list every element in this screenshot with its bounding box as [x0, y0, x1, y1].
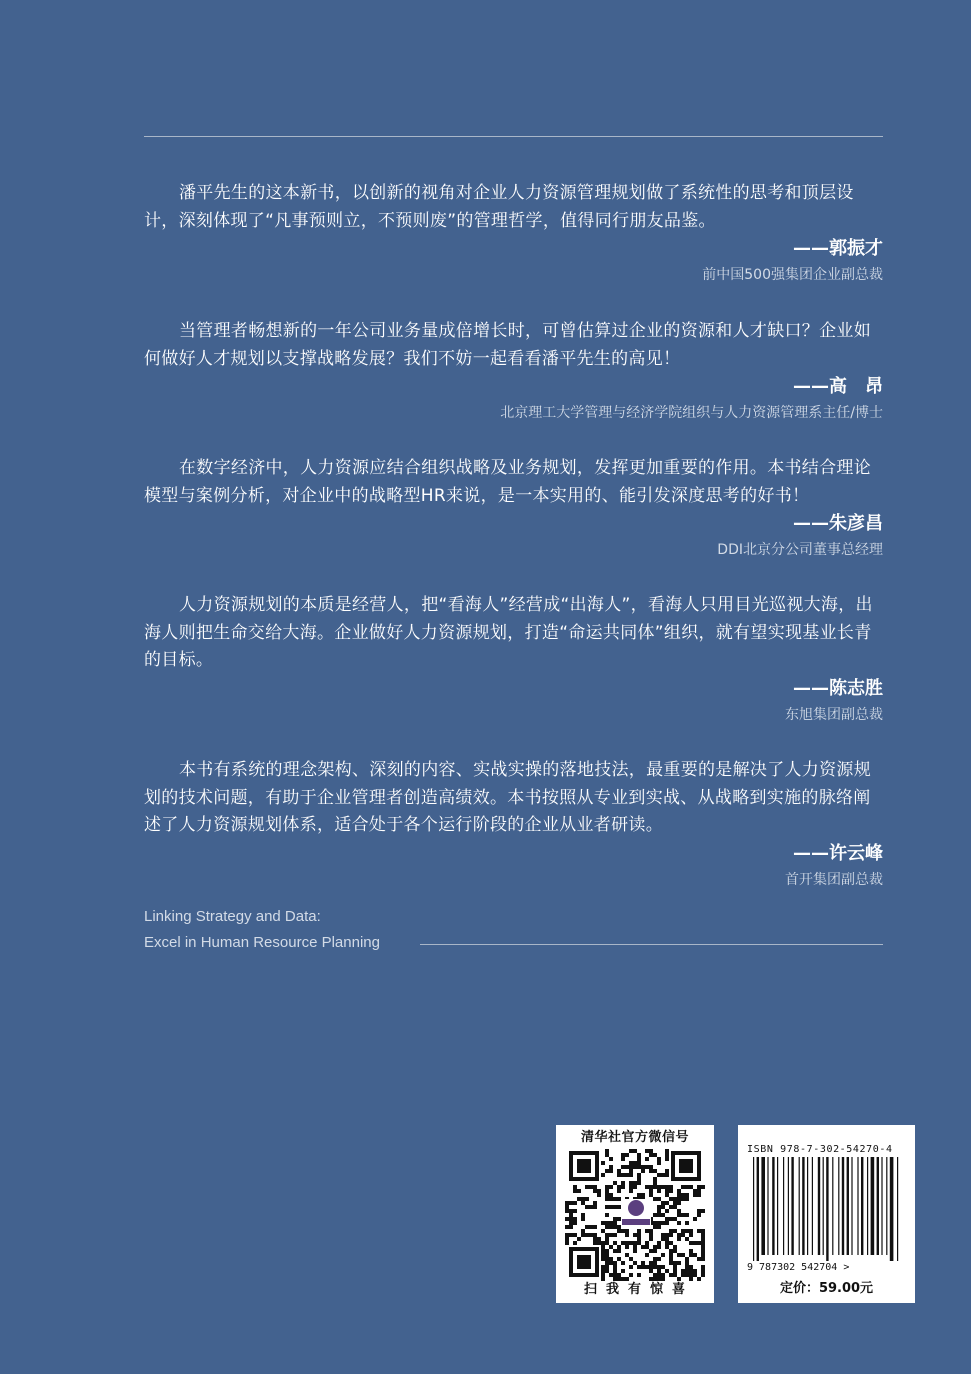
barcode-digits: 9 787302 542704 > [747, 1262, 850, 1273]
wechat-qr-panel [556, 1125, 714, 1303]
endorsement-3 [144, 455, 883, 561]
endorsement-5 [144, 757, 883, 891]
price-label: 定价：59.00元 [779, 1281, 874, 1296]
barcode-icon [747, 1157, 907, 1273]
endorsement-title: DDI北京分公司董事总经理 [717, 542, 883, 558]
qr-header: 清华社官方微信号 [580, 1130, 689, 1145]
isbn-number: ISBN 978-7-302-54270-4 [747, 1144, 893, 1155]
endorsement-text: 当管理者畅想新的一年公司业务量成倍增长时，可曾估算过企业的资源和人才缺口？企业如何做好人才规划以支撑战略发展？我们不妨一起看看潘平先生的高见！ [144, 321, 871, 369]
endorsement-author: ——陈志胜 [793, 677, 883, 699]
endorsement-title: 前中国500强集团企业副总裁 [702, 267, 883, 283]
endorsement-title: 北京理工大学管理与经济学院组织与人力资源管理系主任/博士 [500, 405, 883, 421]
endorsement-author: ——郭振才 [793, 238, 883, 259]
endorsement-text: 在数字经济中，人力资源应结合组织战略及业务规划，发挥更加重要的作用。本书结合理论模型与案例分析，对企业中的战略型HR来说，是一本实用的、能引发深度思考的好书！ [144, 458, 871, 506]
endorsement-text: 本书有系统的理念架构、深刻的内容、实战实操的落地技法，最重要的是解决了人力资源规划的技术问题，有助于企业管理者创造高绩效。本书按照从专业到实战、从战略到实施的脉络阐述了人力资源规划体系，适合处于各个运行阶段的企业从业者研读。 [144, 760, 871, 835]
bottom-divider [420, 944, 883, 945]
endorsement-1 [144, 180, 883, 286]
endorsement-title: 首开集团副总裁 [785, 871, 883, 888]
endorsement-author: ——高 昂 [793, 376, 883, 397]
endorsement-text: 人力资源规划的本质是经营人，把“看海人”经营成“出海人”，看海人只用目光巡视大海，出海人则把生命交给大海。企业做好人力资源规划，打造“命运共同体”组织，就有望实现基业长青的目标。 [144, 595, 873, 670]
isbn-barcode-panel [738, 1125, 915, 1303]
qr-footer: 扫我有惊喜 [583, 1282, 694, 1297]
endorsement-author: ——朱彦昌 [793, 513, 883, 534]
top-divider [144, 136, 883, 137]
english-title-line-2: Excel in Human Resource Planning [144, 934, 380, 951]
qr-code-icon [565, 1149, 705, 1281]
endorsement-author: ——许云峰 [793, 842, 883, 864]
endorsement-4 [144, 592, 883, 726]
endorsement-title: 东旭集团副总裁 [785, 706, 883, 723]
english-title [144, 904, 380, 956]
endorsement-2 [144, 318, 883, 424]
endorsement-text: 潘平先生的这本新书，以创新的视角对企业人力资源管理规划做了系统性的思考和顶层设计，深刻体现了“凡事预则立，不预则废”的管理哲学，值得同行朋友品鉴。 [144, 183, 854, 231]
english-title-line-1: Linking Strategy and Data: [144, 908, 321, 925]
